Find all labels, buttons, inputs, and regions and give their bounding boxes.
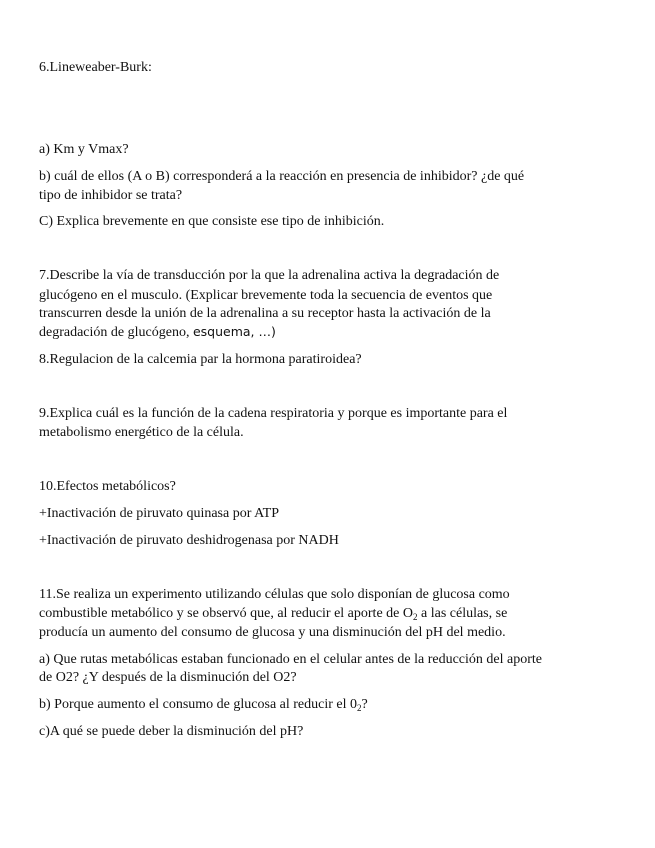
q6-a: a) Km y Vmax? [39, 142, 129, 157]
q6-b-line1: b) cuál de ellos (A o B) corresponderá a la reacción en presencia de inhibidor? ¿de qué [39, 169, 525, 184]
q11-c: c)A qué se puede deber la disminución del pH? [39, 724, 304, 739]
q7-line4 [39, 322, 276, 342]
q7-line1: 7.Describe la vía de transducción por la que la adrenalina activa la degradación de [39, 268, 500, 283]
q7-line3: transcurren desde la unión de la adrenalina a su receptor hasta la activación de la [39, 306, 491, 321]
q11-line1: 11.Se realiza un experimento utilizando células que solo disponían de glucosa como [39, 587, 510, 602]
q11-b-part2: ? [361, 697, 368, 712]
q10-item2: +Inactivación de piruvato deshidrogenasa por NADH [39, 533, 339, 548]
q11-b [39, 695, 368, 714]
q11-a-line1: a) Que rutas metabólicas estaban funcionado en el celular antes de la reducción del aporte [39, 652, 542, 667]
q11-line2-part1: combustible metabólico y se observó que, al reducir el aporte de O [39, 606, 413, 621]
q7-line2: glucógeno en el musculo. (Explicar brevemente toda la secuencia de eventos que [39, 288, 493, 303]
q11-a-line2: de O2? ¿Y después de la disminución del O2? [39, 670, 297, 685]
q8-line1: 8.Regulacion de la calcemia par la hormona paratiroidea? [39, 352, 362, 367]
q11-line3: producía un aumento del consumo de glucosa y una disminución del pH del medio. [39, 625, 506, 640]
q11-line2-sub: 2 [413, 612, 418, 622]
q6-c: C) Explica brevemente en que consiste ese tipo de inhibición. [39, 214, 385, 229]
q6-b-line2: tipo de inhibidor se trata? [39, 188, 183, 203]
q9-line1: 9.Explica cuál es la función de la cadena respiratoria y porque es importante para el [39, 406, 508, 421]
q10-title: 10.Efectos metabólicos? [39, 479, 176, 494]
q11-b-part1: b) Porque aumento el consumo de glucosa al reducir el 0 [39, 697, 358, 712]
q11-line2 [39, 604, 507, 623]
q11-b-sub: 2 [357, 703, 362, 713]
q9-line2: metabolismo energético de la célula. [39, 425, 244, 440]
q10-item1: +Inactivación de piruvato quinasa por ATP [39, 506, 280, 521]
q7-line4-part2: esquema, …) [192, 324, 276, 339]
q7-line4-part1: degradación de glucógeno, [39, 325, 190, 340]
q6-title: 6.Lineweaber-Burk: [39, 60, 152, 75]
q11-line2-part2: a las células, se [417, 606, 508, 621]
